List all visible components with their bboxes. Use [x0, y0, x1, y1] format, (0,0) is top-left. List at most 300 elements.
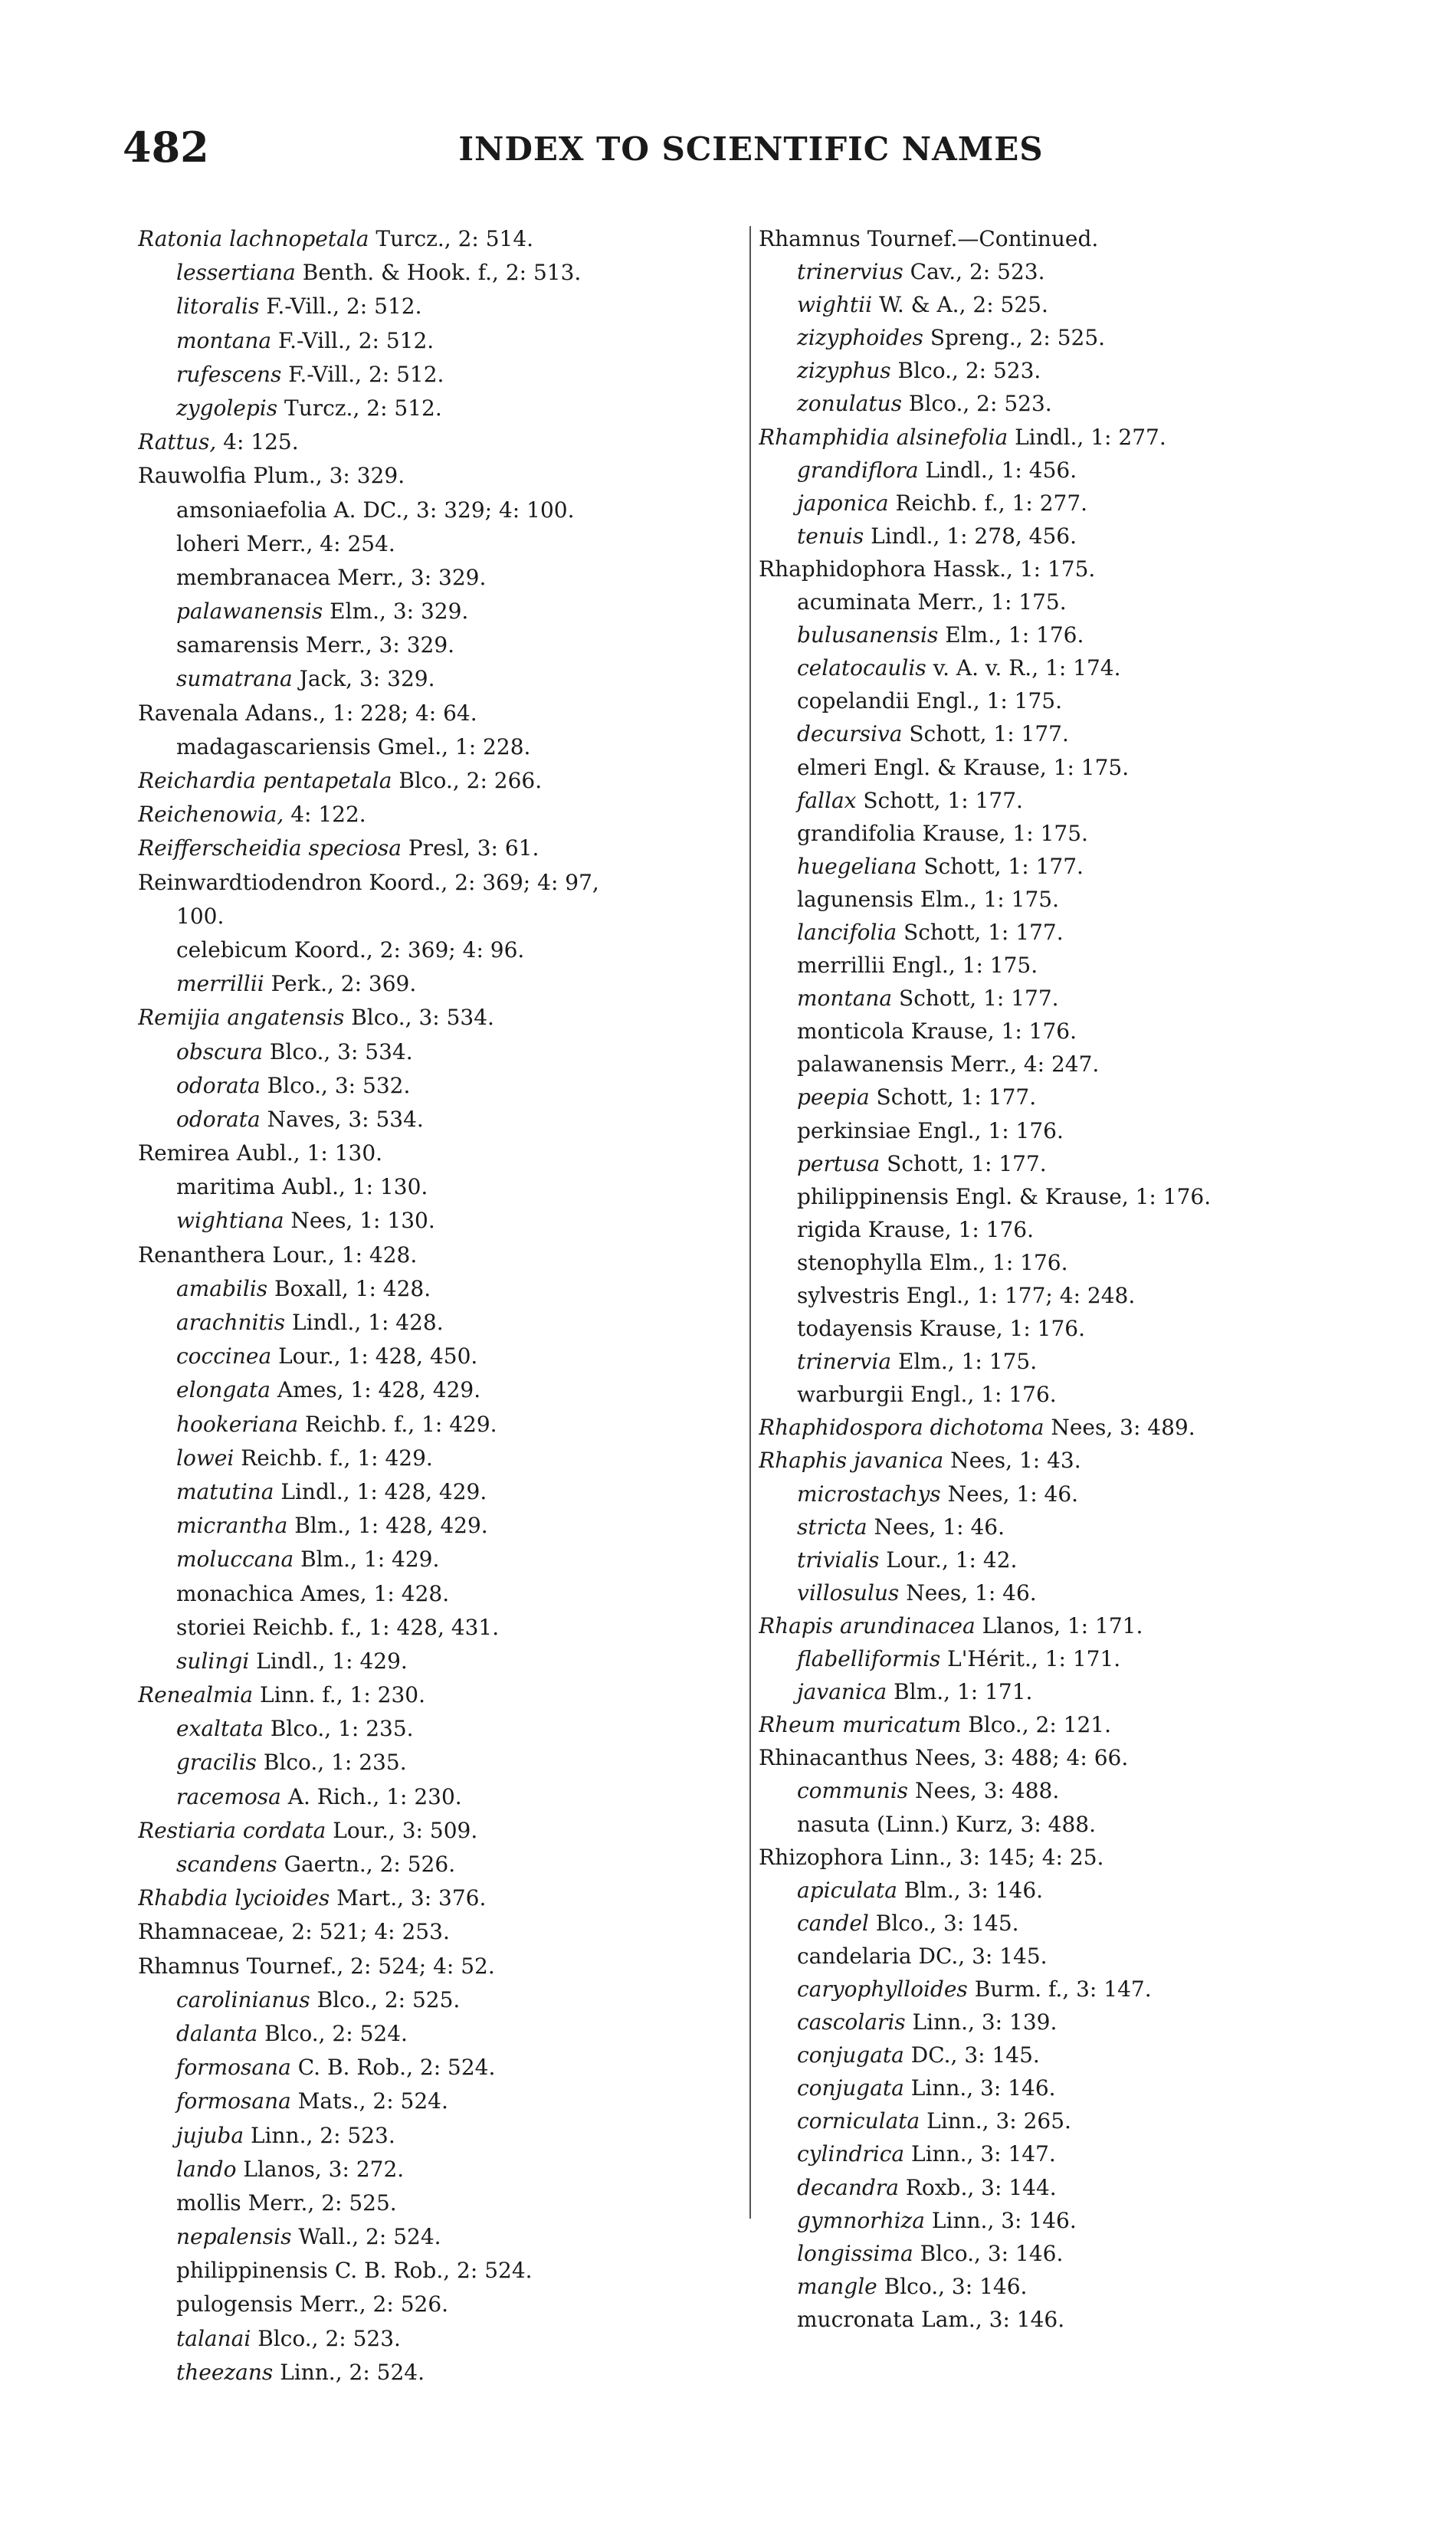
index-entry	[138, 561, 743, 595]
entry-name: zygolepis	[176, 395, 278, 421]
index-entry	[138, 1238, 743, 1272]
index-entry	[759, 1642, 1433, 1675]
entry-name: Remijia angatensis	[138, 1005, 345, 1031]
entry-reference: Naves, 3: 534.	[267, 1106, 424, 1132]
index-entry	[138, 425, 743, 459]
entry-reference: A. DC., 3: 329; 4: 100.	[333, 497, 575, 523]
entry-name: Rheum muricatum	[759, 1712, 962, 1738]
index-entry	[759, 1741, 1433, 1774]
entry-name: mucronata	[797, 2306, 915, 2332]
entry-reference: Nees, 1: 130.	[290, 1208, 435, 1234]
entry-reference: Engl., 1: 175.	[891, 953, 1038, 979]
entry-name: hookeriana	[176, 1411, 299, 1437]
entry-name: elongata	[176, 1377, 271, 1403]
page-title: INDEX TO SCIENTIFIC NAMES	[458, 130, 1044, 168]
entry-name: zizyphoides	[797, 325, 923, 351]
entry-name: pertusa	[797, 1150, 880, 1176]
entry-name: Renanthera	[138, 1242, 266, 1268]
index-entry	[138, 1645, 743, 1678]
entry-name: amabilis	[176, 1275, 268, 1301]
entry-reference: Llanos, 3: 272.	[243, 2156, 405, 2182]
entry-reference: Linn., 3: 146.	[910, 2075, 1056, 2101]
entry-reference: W. & A., 2: 525.	[878, 292, 1048, 318]
entry-name: javanica	[797, 1679, 887, 1705]
index-entry	[138, 967, 743, 1001]
index-entry	[759, 1940, 1433, 1973]
entry-name: rigida	[797, 1216, 861, 1242]
index-entry	[759, 354, 1433, 387]
entry-name: zonulatus	[797, 391, 902, 417]
entry-reference: Reichb. f., 1: 428, 431.	[252, 1614, 500, 1640]
entry-name: sulingi	[176, 1648, 250, 1674]
entry-reference: Lour., 1: 428.	[272, 1242, 418, 1268]
index-entry	[759, 2137, 1433, 2170]
entry-name: formosana	[176, 2088, 291, 2114]
index-entry	[138, 1780, 743, 1814]
entry-reference: Merr., 3: 329.	[305, 632, 455, 658]
index-entry	[138, 730, 743, 764]
index-entry	[759, 2303, 1433, 2336]
entry-reference: (Linn.) Kurz, 3: 488.	[876, 1811, 1097, 1837]
entry-name: palawanensis	[176, 599, 323, 625]
entry-name: microstachys	[797, 1481, 941, 1507]
entry-reference: Merr., 4: 247.	[950, 1051, 1100, 1078]
index-entry	[138, 2220, 743, 2254]
entry-name: cascolaris	[797, 2009, 906, 2035]
entry-name: nepalensis	[176, 2224, 292, 2250]
index-entry	[138, 697, 743, 730]
entry-reference: Blco., 1: 235.	[263, 1750, 407, 1776]
entry-name: Ravenala	[138, 700, 239, 726]
entry-reference: Schott, 1: 177.	[863, 787, 1023, 813]
entry-name: Reinwardtiodendron	[138, 869, 362, 895]
entry-reference: Linn., 2: 523.	[250, 2122, 395, 2148]
entry-reference: Lour., 1: 42.	[886, 1547, 1018, 1573]
index-entry	[759, 2270, 1433, 2303]
entry-name: moluccana	[176, 1547, 294, 1573]
entry-name: Rhinacanthus	[759, 1745, 908, 1771]
entry-reference: Aubl., 1: 130.	[281, 1174, 428, 1200]
entry-name: Rhamnus Tournef.—Continued.	[759, 226, 1099, 251]
index-entry	[759, 1279, 1433, 1312]
index-entry	[138, 1983, 743, 2017]
entry-name: odorata	[176, 1106, 261, 1132]
entry-reference: Blco., 2: 525.	[316, 1986, 461, 2012]
entry-name: lowei	[176, 1445, 234, 1471]
entry-reference: Linn. f., 1: 230.	[260, 1682, 425, 1708]
entry-reference: Nees, 1: 43.	[950, 1448, 1081, 1474]
index-entry	[759, 421, 1433, 454]
entry-name: racemosa	[176, 1783, 281, 1809]
index-entry	[138, 358, 743, 392]
entry-reference: Ames, 1: 428, 429.	[277, 1377, 481, 1403]
index-entry	[138, 764, 743, 798]
entry-name: Reifferscheidia speciosa	[138, 835, 402, 861]
index-entry	[138, 1103, 743, 1137]
index-entry	[138, 2085, 743, 2118]
entry-reference: Engl. & Krause, 1: 175.	[873, 754, 1130, 780]
entry-name: decursiva	[797, 721, 903, 747]
entry-reference: Blm., 1: 429.	[300, 1547, 440, 1573]
index-entry	[138, 1069, 743, 1103]
index-entry	[759, 751, 1433, 784]
index-entry	[759, 2104, 1433, 2137]
entry-reference: Krause, 1: 175.	[922, 820, 1088, 846]
entry-name: Rauwolfia	[138, 463, 247, 489]
index-entry	[138, 900, 743, 933]
entry-reference: Blco., 3: 532.	[267, 1072, 411, 1098]
index-entry	[759, 1609, 1433, 1642]
index-entry	[759, 1378, 1433, 1411]
index-entry	[759, 2237, 1433, 2270]
entry-reference: Schott, 1: 177.	[876, 1084, 1037, 1110]
index-entry	[138, 2017, 743, 2051]
entry-name: conjugata	[797, 2042, 904, 2068]
entry-name: fallax	[797, 787, 857, 813]
index-entry	[759, 1774, 1433, 1807]
entry-name: Rhamphidia alsinefolia	[759, 424, 1008, 450]
index-entry	[138, 1848, 743, 1881]
entry-name: storiei	[176, 1614, 246, 1640]
entry-name: Rhabdia lycioides	[138, 1885, 330, 1911]
entry-name: longissima	[797, 2240, 913, 2266]
entry-name: cylindrica	[797, 2141, 905, 2167]
entry-reference: Llanos, 1: 171.	[982, 1612, 1143, 1638]
index-entry	[138, 595, 743, 628]
index-entry	[138, 1915, 743, 1949]
entry-name: gracilis	[176, 1750, 257, 1776]
entry-name: elmeri	[797, 754, 867, 780]
entry-reference: Schott, 1: 177.	[909, 721, 1069, 747]
index-entry	[138, 1814, 743, 1848]
index-entry	[759, 1180, 1433, 1213]
entry-reference: Turcz., 2: 514.	[375, 226, 534, 251]
entry-name: dalanta	[176, 2020, 258, 2046]
entry-name: Reichenowia,	[138, 802, 284, 828]
index-entry	[138, 1306, 743, 1340]
entry-reference: Presl, 3: 61.	[408, 835, 539, 861]
entry-reference: Adans., 1: 228; 4: 64.	[245, 700, 477, 726]
index-entry	[138, 1373, 743, 1407]
index-entry	[138, 1204, 743, 1238]
page-number: 482	[123, 123, 209, 172]
entry-reference: v. A. v. R., 1: 174.	[933, 655, 1121, 681]
index-entry	[138, 2051, 743, 2085]
entry-reference: Blco., 3: 145.	[875, 1910, 1019, 1936]
entry-reference: Engl. & Krause, 1: 176.	[955, 1183, 1212, 1209]
index-entry	[138, 1408, 743, 1442]
entry-name: micrantha	[176, 1513, 288, 1539]
entry-reference: Linn., 3: 139.	[912, 2009, 1058, 2035]
index-entry	[759, 949, 1433, 982]
entry-reference: Reichb. f., 1: 429.	[304, 1411, 497, 1437]
entry-name: sylvestris	[797, 1283, 900, 1308]
index-entry	[759, 2071, 1433, 2104]
entry-reference: Reichb. f., 1: 429.	[241, 1445, 433, 1471]
index-entry	[138, 866, 743, 900]
entry-name: Rhizophora	[759, 1844, 884, 1870]
entry-reference: Blm., 1: 428, 429.	[294, 1513, 488, 1539]
entry-reference: Blco., 3: 146.	[884, 2273, 1028, 2299]
entry-name: grandiflora	[797, 457, 919, 483]
index-entry	[138, 324, 743, 358]
entry-reference: F.-Vill., 2: 512.	[278, 327, 435, 353]
entry-reference: Engl., 1: 176.	[910, 1382, 1057, 1408]
entry-name: amsoniaefolia	[176, 497, 327, 523]
entry-reference: Ames, 1: 428.	[300, 1580, 450, 1606]
entry-reference: Blco., 3: 534.	[351, 1005, 494, 1031]
entry-reference: Cav., 2: 523.	[910, 259, 1045, 285]
entry-reference: Tournef., 2: 524; 4: 52.	[246, 1953, 495, 1979]
entry-reference: 2: 521; 4: 253.	[291, 1919, 450, 1945]
entry-name: decandra	[797, 2174, 899, 2200]
index-entry	[759, 1675, 1433, 1708]
entry-reference: Lour., 1: 428, 450.	[278, 1343, 478, 1369]
index-entry	[759, 586, 1433, 618]
index-entry	[759, 916, 1433, 949]
entry-name: japonica	[797, 490, 889, 516]
entry-name: nasuta	[797, 1811, 871, 1837]
entry-reference: Mats., 2: 524.	[297, 2088, 448, 2114]
index-entry	[759, 2204, 1433, 2237]
entry-name: villosulus	[797, 1579, 900, 1606]
index-entry	[759, 784, 1433, 817]
entry-name: matutina	[176, 1478, 274, 1504]
entry-reference: 4: 122.	[290, 802, 366, 828]
entry-reference: Elm., 1: 175.	[897, 1349, 1038, 1375]
index-entry	[138, 222, 743, 256]
index-entry	[759, 1114, 1433, 1147]
entry-name: jujuba	[176, 2122, 244, 2148]
index-entry	[759, 1048, 1433, 1081]
index-entry	[138, 1272, 743, 1306]
entry-name: odorata	[176, 1072, 261, 1098]
entry-name: caryophylloides	[797, 1976, 968, 2002]
index-entry	[138, 290, 743, 323]
index-entry	[138, 2254, 743, 2288]
index-entry	[138, 798, 743, 832]
entry-reference: Schott, 1: 177.	[923, 853, 1084, 879]
entry-name: Rhamnaceae,	[138, 1919, 285, 1945]
index-entry	[138, 1712, 743, 1746]
entry-reference: Nees, 1: 46.	[947, 1481, 1079, 1507]
index-entry	[759, 1213, 1433, 1246]
entry-reference: Schott, 1: 177.	[899, 986, 1059, 1012]
index-entry	[138, 494, 743, 527]
entry-reference: 4: 125.	[223, 429, 299, 455]
index-entry	[138, 832, 743, 865]
index-entry	[138, 527, 743, 561]
entry-reference: Koord., 2: 369; 4: 97,	[369, 869, 599, 895]
entry-name: perkinsiae	[797, 1117, 911, 1143]
entry-name: Rhamnus	[138, 1953, 240, 1979]
index-entry	[138, 1678, 743, 1712]
entry-name: lando	[176, 2156, 237, 2182]
index-entry	[759, 1345, 1433, 1378]
entry-name: carolinianus	[176, 1986, 310, 2012]
index-column-right	[759, 222, 1433, 2336]
entry-name: warburgii	[797, 1382, 904, 1408]
index-entry	[759, 850, 1433, 883]
index-entry	[138, 1442, 743, 1475]
index-entry	[759, 1246, 1433, 1279]
entry-reference: Lam., 3: 146.	[921, 2306, 1065, 2332]
index-entry	[138, 1611, 743, 1645]
index-entry	[759, 288, 1433, 321]
entry-reference: Aubl., 1: 130.	[236, 1140, 383, 1166]
entry-reference: Elm., 1: 176.	[945, 622, 1084, 648]
entry-name: bulusanensis	[797, 622, 939, 648]
entry-reference: Elm., 1: 175.	[920, 886, 1059, 912]
index-entry	[138, 1137, 743, 1170]
entry-reference: C. B. Rob., 2: 524.	[297, 2055, 496, 2081]
index-entry	[759, 255, 1433, 288]
index-entry	[759, 1147, 1433, 1180]
index-entry	[138, 628, 743, 662]
index-entry	[759, 1808, 1433, 1841]
index-entry	[759, 684, 1433, 717]
entry-name: stenophylla	[797, 1249, 923, 1275]
index-entry	[138, 1475, 743, 1509]
entry-reference: Nees, 1: 46.	[874, 1514, 1005, 1540]
index-entry	[138, 1001, 743, 1035]
entry-reference: Hassk., 1: 175.	[933, 556, 1096, 582]
entry-name: sumatrana	[176, 666, 293, 692]
index-entry	[138, 933, 743, 967]
index-entry	[138, 392, 743, 425]
entry-reference: Blco., 3: 146.	[920, 2240, 1064, 2266]
entry-name: Rhaphidospora dichotoma	[759, 1415, 1044, 1441]
entry-name: trivialis	[797, 1547, 880, 1573]
entry-name: Restiaria cordata	[138, 1817, 326, 1843]
index-entry	[138, 2356, 743, 2390]
index-entry	[138, 2186, 743, 2220]
entry-name: monachica	[176, 1580, 294, 1606]
entry-name: trinervius	[797, 259, 903, 285]
entry-name: montana	[176, 327, 272, 353]
entry-reference: L'Hérit., 1: 171.	[947, 1646, 1121, 1672]
entry-reference: Elm., 1: 176.	[929, 1249, 1068, 1275]
entry-reference: Blco., 2: 523.	[897, 358, 1041, 384]
entry-name: flabelliformis	[797, 1646, 941, 1672]
index-entry	[759, 717, 1433, 750]
index-entry	[138, 1509, 743, 1543]
entry-reference: Blm., 3: 146.	[903, 1877, 1044, 1903]
entry-name: mollis	[176, 2190, 241, 2216]
entry-name: mangle	[797, 2273, 877, 2299]
index-entry	[759, 1511, 1433, 1543]
page-header	[123, 123, 1379, 192]
entry-name: madagascariensis	[176, 733, 371, 759]
entry-reference: Engl., 1: 176.	[917, 1117, 1064, 1143]
entry-name: monticola	[797, 1018, 904, 1045]
entry-reference: 100.	[176, 903, 225, 929]
index-entry	[759, 2039, 1433, 2071]
index-entry	[138, 2153, 743, 2186]
entry-reference: Burm. f., 3: 147.	[974, 1976, 1152, 2002]
index-entry	[759, 487, 1433, 520]
entry-name: arachnitis	[176, 1310, 286, 1335]
index-entry	[759, 520, 1433, 553]
entry-reference: Merr., 1: 175.	[917, 589, 1067, 615]
entry-name: candel	[797, 1910, 869, 1936]
index-entry	[759, 1874, 1433, 1907]
index-entry	[138, 2119, 743, 2153]
entry-reference: F.-Vill., 2: 512.	[266, 294, 422, 320]
index-entry	[759, 618, 1433, 651]
entry-name: trinervia	[797, 1349, 892, 1375]
entry-name: talanai	[176, 2325, 251, 2351]
entry-reference: Linn., 3: 146.	[931, 2207, 1077, 2233]
entry-reference: Reichb. f., 1: 277.	[895, 490, 1088, 516]
index-entry	[138, 1746, 743, 1779]
entry-name: merrillii	[176, 971, 264, 997]
index-entry	[759, 883, 1433, 916]
entry-reference: Krause, 1: 176.	[919, 1316, 1086, 1342]
index-entry	[759, 817, 1433, 850]
index-entry	[759, 1312, 1433, 1345]
entry-reference: Turcz., 2: 512.	[284, 395, 442, 421]
entry-name: Rattus,	[138, 429, 217, 455]
entry-reference: Krause, 1: 176.	[867, 1216, 1035, 1242]
entry-reference: Benth. & Hook. f., 2: 513.	[302, 260, 582, 286]
index-entry	[138, 1340, 743, 1373]
entry-reference: Jack, 3: 329.	[299, 666, 435, 692]
entry-name: celatocaulis	[797, 655, 926, 681]
entry-reference: Lindl., 1: 277.	[1015, 424, 1166, 450]
entry-name: zizyphus	[797, 358, 891, 384]
entry-name: obscura	[176, 1038, 263, 1064]
entry-name: corniculata	[797, 2108, 920, 2134]
entry-reference: DC., 3: 145.	[910, 2042, 1040, 2068]
entry-reference: Schott, 1: 177.	[887, 1150, 1047, 1176]
index-entry	[759, 651, 1433, 684]
entry-name: montana	[797, 986, 893, 1012]
entry-name: wightiana	[176, 1208, 284, 1234]
entry-reference: Linn., 3: 147.	[911, 2141, 1056, 2167]
entry-name: copelandii	[797, 688, 910, 714]
index-entry	[759, 1907, 1433, 1940]
entry-reference: Linn., 3: 145; 4: 25.	[890, 1844, 1104, 1870]
entry-reference: Nees, 1: 46.	[906, 1579, 1037, 1606]
entry-reference: Lindl., 1: 428, 429.	[280, 1478, 487, 1504]
entry-reference: Blco., 2: 266.	[398, 768, 543, 793]
entry-name: membranacea	[176, 564, 331, 590]
index-entry	[759, 321, 1433, 354]
entry-name: maritima	[176, 1174, 276, 1200]
index-entry	[759, 454, 1433, 487]
index-entry	[138, 1170, 743, 1204]
entry-reference: Merr., 3: 329.	[337, 564, 487, 590]
entry-reference: Engl., 1: 175.	[916, 688, 1063, 714]
entry-name: Ratonia lachnopetala	[138, 226, 369, 251]
index-entry	[138, 662, 743, 696]
entry-reference: Roxb., 3: 144.	[905, 2174, 1057, 2200]
entry-reference: Blco., 2: 524.	[264, 2020, 408, 2046]
entry-name: lagunensis	[797, 886, 913, 912]
index-entry	[138, 1577, 743, 1611]
entry-name: scandens	[176, 1852, 277, 1877]
index-entry	[138, 1950, 743, 1983]
entry-name: apiculata	[797, 1877, 897, 1903]
entry-reference: C. B. Rob., 2: 524.	[334, 2258, 533, 2284]
index-entry	[759, 1973, 1433, 2006]
index-entry	[759, 2171, 1433, 2204]
index-entry	[759, 1543, 1433, 1576]
entry-reference: A. Rich., 1: 230.	[287, 1783, 462, 1809]
entry-name: wightii	[797, 292, 873, 318]
entry-name: exaltata	[176, 1716, 264, 1742]
